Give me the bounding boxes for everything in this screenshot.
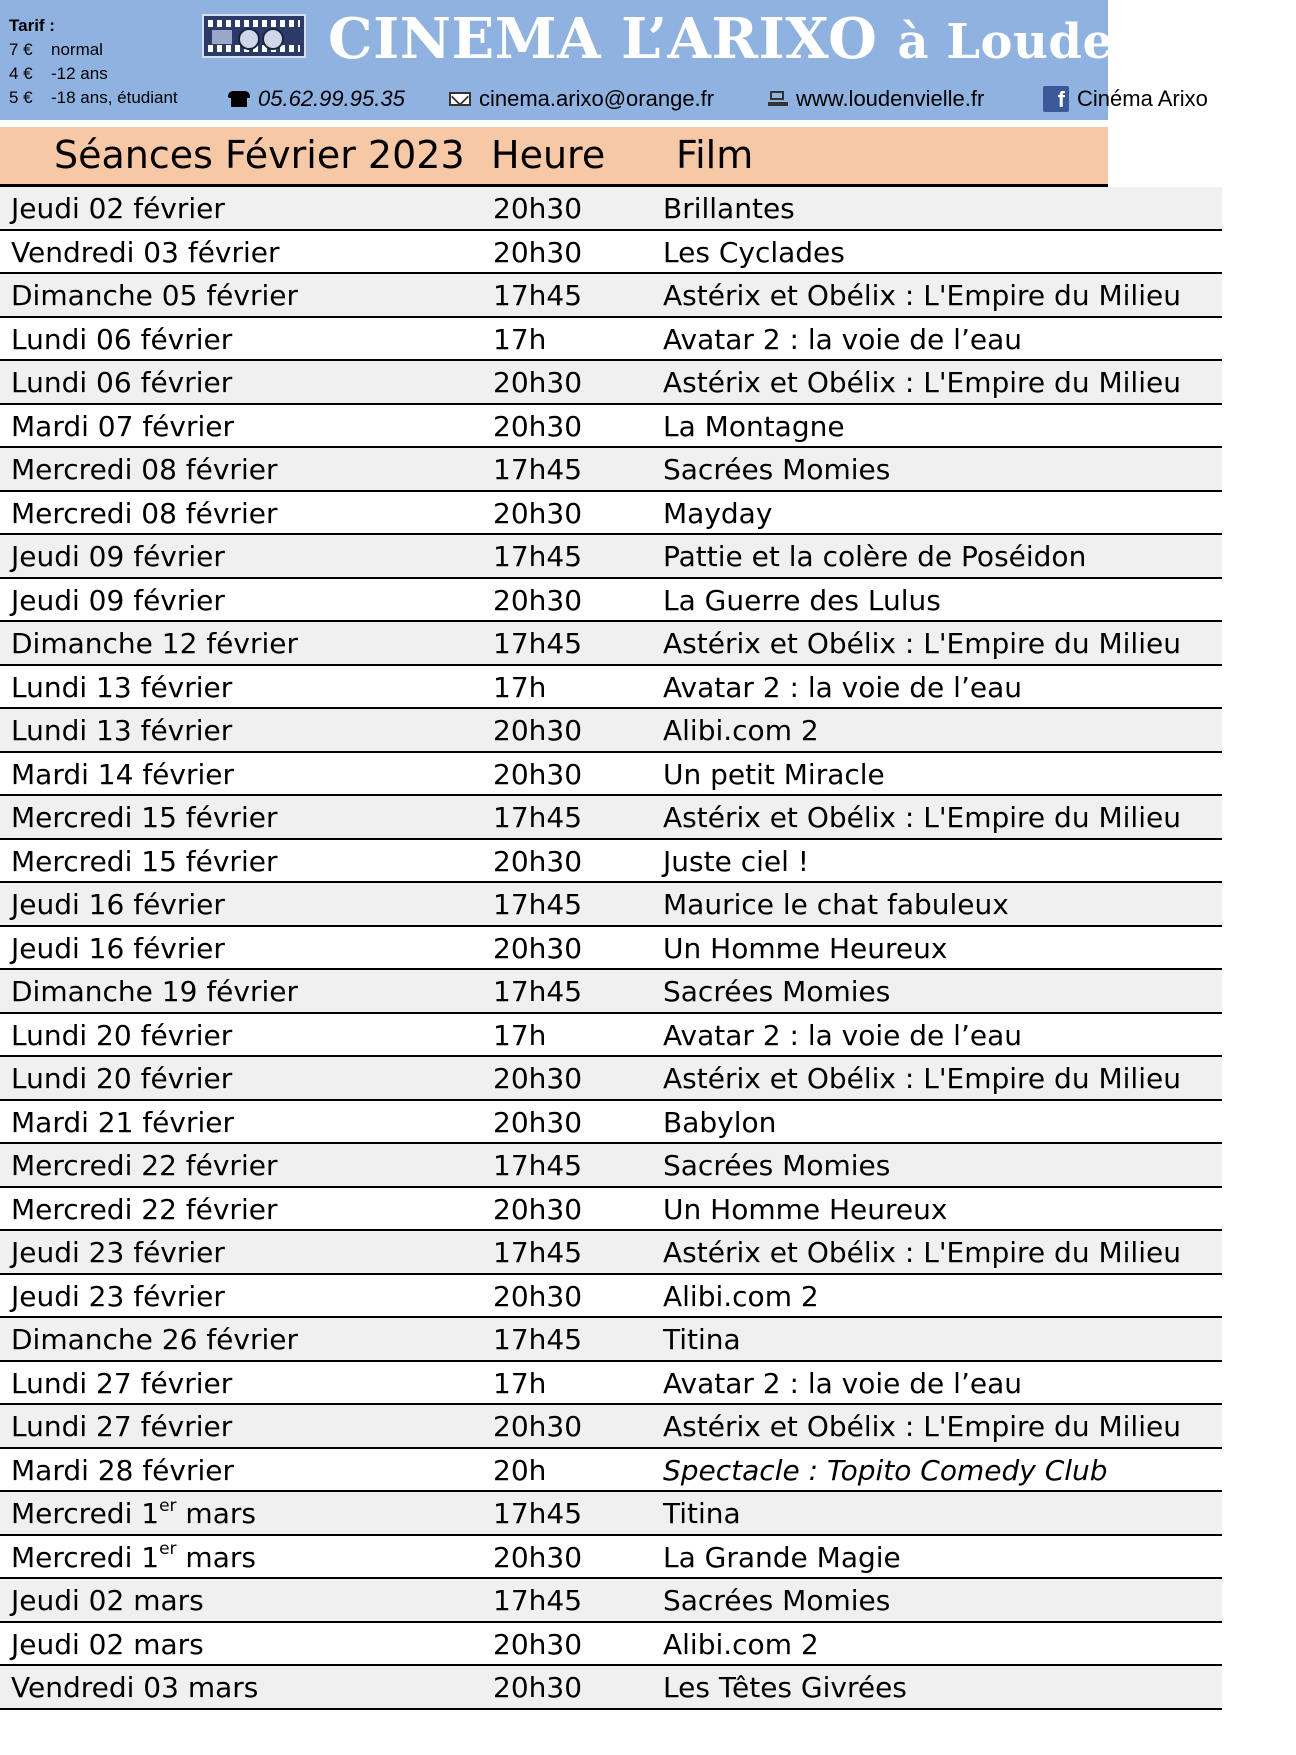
session-film: Astérix et Obélix : L'Empire du Milieu xyxy=(663,1236,1181,1269)
tarif-price: 7 € xyxy=(9,40,33,59)
session-date: Lundi 20 février xyxy=(11,1062,233,1095)
table-row xyxy=(0,1623,1222,1667)
table-row xyxy=(0,1449,1222,1493)
session-date: Mercredi 15 février xyxy=(11,801,278,834)
session-time: 17h45 xyxy=(493,801,583,834)
session-film: Un petit Miracle xyxy=(663,757,885,791)
column-header-date: Séances Février 2023 xyxy=(54,133,465,177)
table-row xyxy=(0,448,1222,492)
session-film: Maurice le chat fabuleux xyxy=(663,888,1009,921)
session-film: Titina xyxy=(663,1323,741,1356)
session-date: Dimanche 19 février xyxy=(11,975,298,1008)
session-date: Jeudi 16 février xyxy=(11,888,225,921)
table-row xyxy=(0,1014,1222,1058)
session-date xyxy=(11,1495,256,1530)
tarif-row xyxy=(9,86,178,110)
phone-contact[interactable] xyxy=(228,86,405,112)
session-film: La Montagne xyxy=(663,409,845,443)
session-time: 20h30 xyxy=(493,366,583,399)
tarif-label: -12 ans xyxy=(51,64,108,83)
table-row xyxy=(0,1144,1222,1188)
cinema-title xyxy=(328,6,1296,72)
session-date-month: mars xyxy=(176,1540,256,1574)
session-film: Un Homme Heureux xyxy=(663,1192,948,1226)
session-time: 17h45 xyxy=(493,1149,583,1182)
table-row xyxy=(0,1536,1222,1580)
session-film: Mayday xyxy=(663,496,773,530)
facebook-link[interactable] xyxy=(1043,86,1208,112)
tarif-block xyxy=(9,14,178,110)
session-time: 17h45 xyxy=(493,1584,583,1617)
session-time: 17h xyxy=(493,1018,547,1052)
column-header-time: Heure xyxy=(491,133,606,177)
session-time: 17h45 xyxy=(493,1323,583,1356)
email-contact[interactable] xyxy=(449,86,714,112)
cinema-title-suffix: à Loudenvielle xyxy=(897,14,1296,70)
table-row xyxy=(0,1492,1222,1536)
session-film: Avatar 2 : la voie de l’eau xyxy=(663,670,1022,704)
session-date: Mardi 07 février xyxy=(11,409,235,443)
website-link[interactable] xyxy=(768,86,984,112)
session-time: 17h45 xyxy=(493,1497,583,1530)
session-film: Juste ciel ! xyxy=(663,844,810,878)
session-time: 20h30 xyxy=(493,1062,583,1095)
session-date: Jeudi 02 février xyxy=(11,192,225,225)
website-url: www.loudenvielle.fr xyxy=(796,86,985,111)
table-row xyxy=(0,753,1222,797)
session-time: 20h30 xyxy=(493,1105,583,1139)
session-film: Sacrées Momies xyxy=(663,1149,891,1182)
session-time: 17h45 xyxy=(493,279,583,312)
session-film: Babylon xyxy=(663,1105,777,1139)
table-row xyxy=(0,1405,1222,1449)
session-time: 20h30 xyxy=(493,496,583,530)
session-time: 17h45 xyxy=(493,888,583,921)
session-date: Jeudi 16 février xyxy=(11,931,225,965)
session-film: Avatar 2 : la voie de l’eau xyxy=(663,1366,1022,1400)
session-film: Les Têtes Givrées xyxy=(663,1671,907,1704)
session-date: Mercredi 08 février xyxy=(11,453,278,486)
session-time: 17h xyxy=(493,670,547,704)
table-row xyxy=(0,579,1222,623)
session-date: Mercredi 22 février xyxy=(11,1149,278,1182)
session-date: Jeudi 23 février xyxy=(11,1279,225,1313)
phone-number: 05.62.99.95.35 xyxy=(258,86,405,111)
header-band xyxy=(0,0,1296,120)
session-time: 20h30 xyxy=(493,1671,583,1704)
session-film: Sacrées Momies xyxy=(663,1584,891,1617)
session-film: Sacrées Momies xyxy=(663,453,891,486)
table-row xyxy=(0,709,1222,753)
session-date: Vendredi 03 mars xyxy=(11,1671,259,1704)
session-time: 20h30 xyxy=(493,1540,583,1574)
session-time: 20h30 xyxy=(493,757,583,791)
session-film: Les Cyclades xyxy=(663,235,845,269)
session-time: 20h30 xyxy=(493,1279,583,1313)
table-row xyxy=(0,492,1222,536)
session-date: Jeudi 02 mars xyxy=(11,1627,204,1661)
session-film: Alibi.com 2 xyxy=(663,714,819,747)
session-time: 20h30 xyxy=(493,714,583,747)
tarif-price: 4 € xyxy=(9,64,33,83)
session-date: Lundi 06 février xyxy=(11,322,233,356)
table-header xyxy=(0,127,1108,187)
table-row xyxy=(0,883,1222,927)
computer-icon xyxy=(768,91,788,107)
session-date: Dimanche 12 février xyxy=(11,627,298,660)
session-date: Mercredi 15 février xyxy=(11,844,278,878)
session-time: 20h30 xyxy=(493,1192,583,1226)
table-row xyxy=(0,274,1222,318)
table-row xyxy=(0,840,1222,884)
session-date-main: Mercredi 1 xyxy=(11,1540,160,1574)
session-date: Lundi 20 février xyxy=(11,1018,233,1052)
facebook-icon: f xyxy=(1043,86,1069,112)
envelope-icon xyxy=(449,92,471,106)
session-film: Brillantes xyxy=(663,192,795,225)
table-row xyxy=(0,1318,1222,1362)
session-film: Pattie et la colère de Poséidon xyxy=(663,540,1087,573)
session-film: Astérix et Obélix : L'Empire du Milieu xyxy=(663,801,1181,834)
session-time: 20h30 xyxy=(493,931,583,965)
session-time: 20h30 xyxy=(493,583,583,617)
session-film: Spectacle : Topito Comedy Club xyxy=(663,1453,1108,1487)
session-date: Dimanche 26 février xyxy=(11,1323,298,1356)
session-film: Un Homme Heureux xyxy=(663,931,948,965)
session-date xyxy=(11,1539,256,1574)
session-film: Astérix et Obélix : L'Empire du Milieu xyxy=(663,627,1181,660)
session-film: Astérix et Obélix : L'Empire du Milieu xyxy=(663,1062,1181,1095)
table-row xyxy=(0,970,1222,1014)
session-film: Avatar 2 : la voie de l’eau xyxy=(663,1018,1022,1052)
session-date: Vendredi 03 février xyxy=(11,235,280,269)
table-row xyxy=(0,1362,1222,1406)
session-date-suffix: er xyxy=(159,1495,177,1516)
table-row xyxy=(0,1579,1222,1623)
session-film: Astérix et Obélix : L'Empire du Milieu xyxy=(663,279,1181,312)
tarif-price: 5 € xyxy=(9,88,33,107)
session-date-suffix: er xyxy=(159,1539,177,1560)
session-time: 17h45 xyxy=(493,540,583,573)
session-time: 20h30 xyxy=(493,235,583,269)
table-row xyxy=(0,405,1222,449)
schedule-table xyxy=(0,187,1222,1710)
table-row xyxy=(0,1057,1222,1101)
tarif-row xyxy=(9,38,178,62)
session-time: 17h45 xyxy=(493,975,583,1008)
session-film: La Grande Magie xyxy=(663,1540,901,1574)
table-row xyxy=(0,231,1222,275)
session-date: Mardi 14 février xyxy=(11,757,235,791)
cinema-title-main: CINEMA L’ARIXO xyxy=(328,6,878,72)
session-date: Lundi 06 février xyxy=(11,366,233,399)
tarif-label: -18 ans, étudiant xyxy=(51,88,178,107)
session-time: 20h30 xyxy=(493,844,583,878)
session-date: Mardi 28 février xyxy=(11,1453,235,1487)
phone-icon xyxy=(228,91,250,107)
session-date: Lundi 27 février xyxy=(11,1366,233,1400)
table-row xyxy=(0,1101,1222,1145)
table-row xyxy=(0,1275,1222,1319)
session-date: Jeudi 23 février xyxy=(11,1236,225,1269)
table-row xyxy=(0,927,1222,971)
session-film: Sacrées Momies xyxy=(663,975,891,1008)
session-date: Mercredi 22 février xyxy=(11,1192,278,1226)
table-row xyxy=(0,318,1222,362)
tarif-label: normal xyxy=(51,40,103,59)
session-date: Jeudi 09 février xyxy=(11,540,225,573)
session-film: Titina xyxy=(663,1497,741,1530)
session-date: Mardi 21 février xyxy=(11,1105,235,1139)
session-date-main: Mercredi 1 xyxy=(11,1497,160,1530)
table-row xyxy=(0,622,1222,666)
table-row xyxy=(0,666,1222,710)
session-date: Jeudi 02 mars xyxy=(11,1584,204,1617)
session-time: 17h xyxy=(493,1366,547,1400)
session-time: 20h30 xyxy=(493,409,583,443)
session-film: Avatar 2 : la voie de l’eau xyxy=(663,322,1022,356)
table-row xyxy=(0,535,1222,579)
session-date: Lundi 13 février xyxy=(11,670,233,704)
session-film: Alibi.com 2 xyxy=(663,1627,819,1661)
session-date-month: mars xyxy=(176,1497,256,1530)
session-film: La Guerre des Lulus xyxy=(663,583,941,617)
session-date: Jeudi 09 février xyxy=(11,583,225,617)
table-row xyxy=(0,361,1222,405)
session-time: 17h45 xyxy=(493,453,583,486)
tarif-title: Tarif : xyxy=(9,16,55,35)
session-film: Astérix et Obélix : L'Empire du Milieu xyxy=(663,366,1181,399)
table-row xyxy=(0,1231,1222,1275)
session-date: Lundi 27 février xyxy=(11,1410,233,1443)
table-row xyxy=(0,796,1222,840)
session-time: 20h30 xyxy=(493,1410,583,1443)
session-time: 17h xyxy=(493,322,547,356)
table-row xyxy=(0,187,1222,231)
session-time: 17h45 xyxy=(493,627,583,660)
tarif-row xyxy=(9,62,178,86)
table-row xyxy=(0,1666,1222,1710)
session-date: Dimanche 05 février xyxy=(11,279,298,312)
film-reel-logo-icon xyxy=(202,14,306,58)
email-address: cinema.arixo@orange.fr xyxy=(479,86,715,111)
session-time: 17h45 xyxy=(493,1236,583,1269)
session-film: Astérix et Obélix : L'Empire du Milieu xyxy=(663,1410,1181,1443)
session-film: Alibi.com 2 xyxy=(663,1279,819,1313)
column-header-film: Film xyxy=(676,133,754,177)
session-date: Lundi 13 février xyxy=(11,714,233,747)
session-time: 20h30 xyxy=(493,1627,583,1661)
session-date: Mercredi 08 février xyxy=(11,496,278,530)
session-time: 20h xyxy=(493,1453,547,1487)
facebook-name: Cinéma Arixo xyxy=(1077,86,1208,111)
table-row xyxy=(0,1188,1222,1232)
session-time: 20h30 xyxy=(493,192,583,225)
